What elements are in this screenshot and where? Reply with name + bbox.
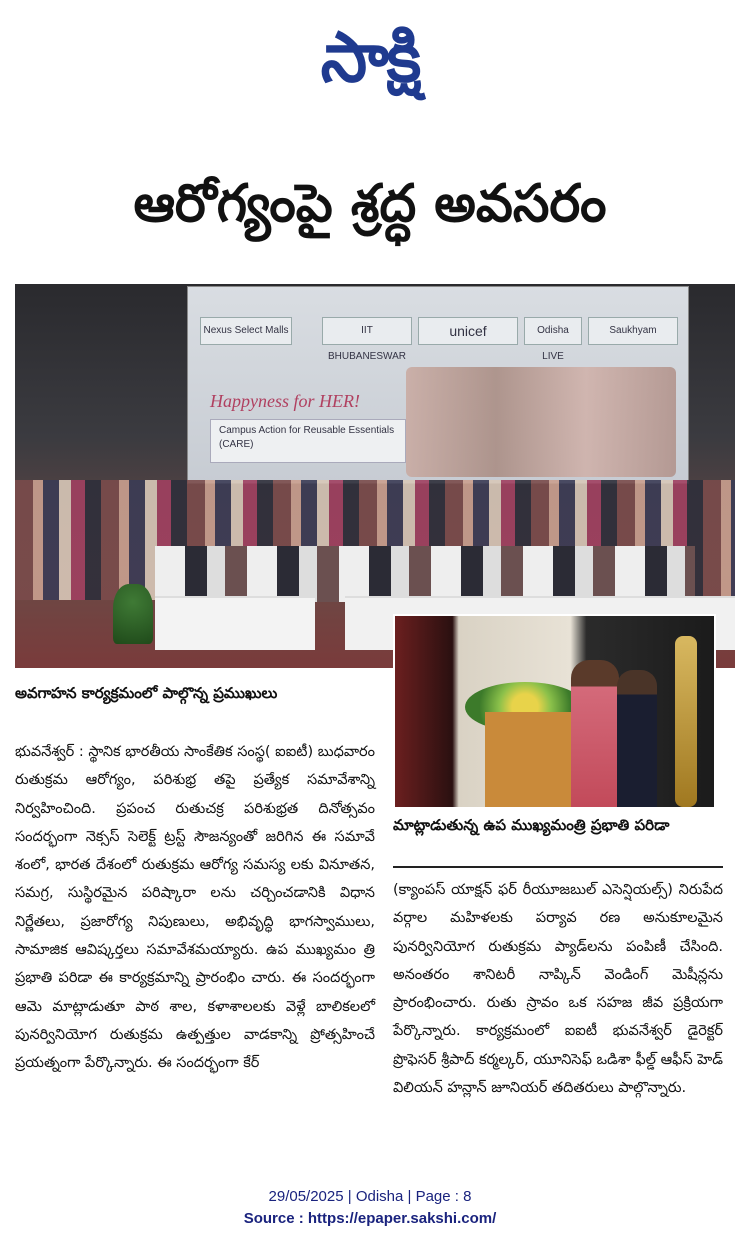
screen-logo-saukhyam: Saukhyam <box>588 317 678 345</box>
masthead-logo <box>0 14 740 102</box>
screen-tagline: Happyness for HER! <box>210 391 360 411</box>
front-row-dignitaries <box>155 546 695 602</box>
stage-table <box>155 596 315 650</box>
article-headline: ఆరోగ్యంపై శ్రద్ధ అవసరం <box>133 174 607 234</box>
footer-source: Source : https://epaper.sakshi.com/ <box>243 1210 497 1227</box>
screen-people-image <box>406 367 676 477</box>
stage-screen <box>187 286 689 484</box>
article-body-left: భువనేశ్వర్‌ : స్థానిక భారతీయ సాంకేతిక సంస్థ( ఐఐటీ) బుధవారం రుతుక్రమ ఆరోగ్యం, పరిశుభ్ర తపై ప్రత్యేక సమావేశాన్ని నిర్వహించింది. ప్రపంచ రుతుచక్ర పరిశుభ్రత దినోత్సవం సందర్భంగా నెక్సస్‌ సెలెక్ట్‌ ట్రస్ట్‌ సౌజన్యంతో జరిగిన ఈ సమావే శంలో, భారత దేశంలో రుతుక్రమ ఆరోగ్య సమస్య లకు వినూతన, సమగ్ర, సుస్థిరమైన పరిష్కారా లను చర్చించడానికి విధాన నిర్ణేతలు, ప్రజారోగ్య నిపుణులు, అభివృద్ధి భాగస్వాములు, సామాజిక ఆవిష్కర్తలు సమావేశమయ్యారు. ఉప ముఖ్యమం త్రి ప్రభాతి పరిడా ఈ కార్యక్రమాన్ని ప్రారంభిం చారు. ఈ సందర్భంగా ఆమె మాట్లాడుతూ పాఠ శాల, కళాశాలలకు వెళ్లే బాలికలలో పునర్వినియోగ రుతుక్రమ ఉత్పత్తుల వాడకాన్ని ప్రోత్సహించే ప్రయత్నంగా పేర్కొన్నారు. ఈ సందర్భంగా కేర్‌ <box>15 744 375 1072</box>
speaker-figure <box>571 660 619 807</box>
screen-logo-nexus: Nexus Select Malls <box>200 317 292 345</box>
inset-caption: మాట్లాడుతున్న ఉప ముఖ్యమంత్రి ప్రభాతి పరిడా <box>393 816 670 834</box>
footer-date-page: 29/05/2025 | Odisha | Page : 8 <box>268 1188 472 1205</box>
screen-care-box: Campus Action for Reusable Essentials (CARE) <box>210 419 406 463</box>
standing-man-figure <box>617 670 657 807</box>
caption-divider <box>393 866 723 868</box>
potted-plant <box>113 584 153 644</box>
photo-caption: అవగాహన కార్యక్రమంలో పాల్గొన్న ప్రముఖులు <box>15 684 278 702</box>
screen-logo-iit: IIT BHUBANESWAR <box>322 317 412 345</box>
article-body-right: (క్యాంపస్‌ యాక్షన్‌ ఫర్‌ రీయూజబుల్‌ ఎసెన్షియల్స్‌) నిరుపేద వర్గాల మహిళలకు పర్యావ రణ అనుకూలమైన పునర్వినియోగ రుతుక్రమ ప్యాడ్‌లను పంపిణీ చేసింది. అనంతరం శానిటరీ నాప్కిన్‌ వెండింగ్‌ మెషీన్లను ప్రారంభించారు. రుతు స్రావం ఒక సహజ జీవ ప్రక్రియగా పేర్కొన్నారు. కార్యక్రమంలో ఐఐటీ భువనేశ్వర్‌ డైరెక్టర్‌ ప్రొఫెసర్‌ శ్రీపాద్‌ కర్మల్కర్‌, యూనిసెఫ్‌ ఒడిశా ఫీల్డ్‌ ఆఫీస్‌ హెడ్‌ విలియన్‌ హన్లాన్‌ జూనియర్‌ తదితరులు పాల్గొన్నారు. <box>393 882 723 1097</box>
screen-logo-unicef: unicef <box>418 317 518 345</box>
brass-lamp <box>675 636 697 807</box>
masthead-name: సాక్షి <box>320 17 420 98</box>
screen-logo-odisha: Odisha LIVE <box>524 317 582 345</box>
main-photo <box>15 284 735 668</box>
inset-photo <box>393 614 716 809</box>
